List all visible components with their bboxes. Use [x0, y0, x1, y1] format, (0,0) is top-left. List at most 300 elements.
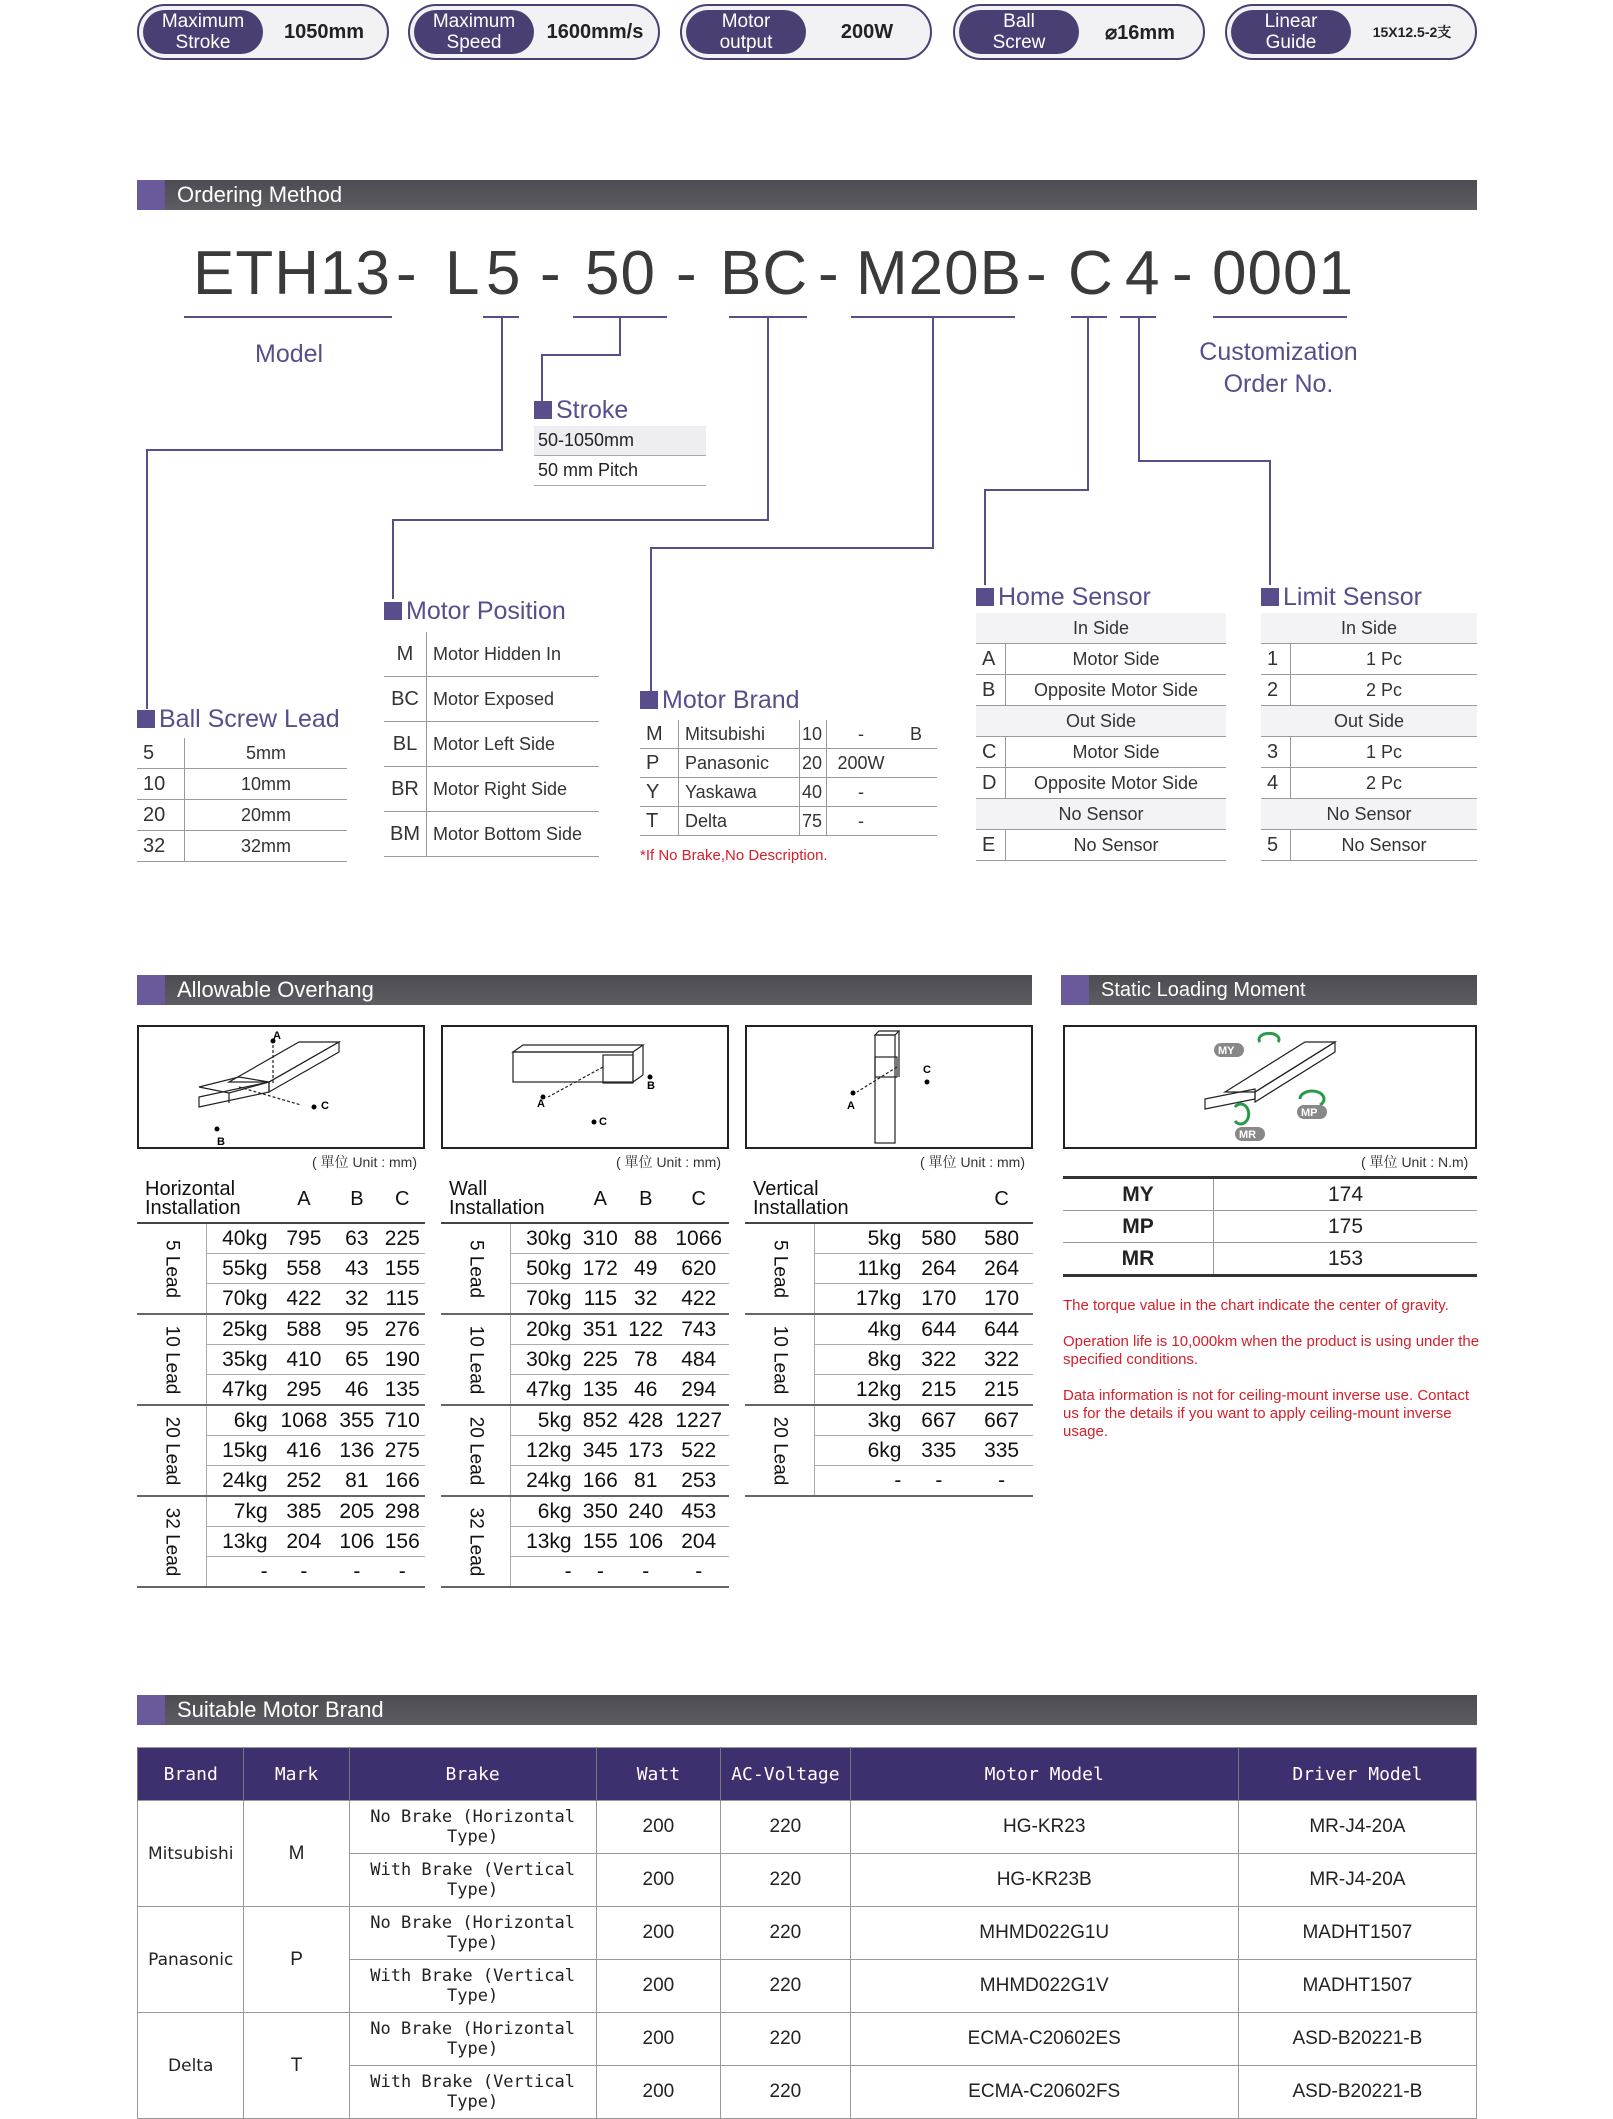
install-type: Vertical Installation: [745, 1176, 907, 1223]
install-type: Horizontal Installation: [137, 1176, 274, 1223]
home-sensor-table: [976, 613, 1226, 861]
brand-section-bar: [137, 1695, 1477, 1725]
static-note-2: Operation life is 10,000km when the product is using under the specified conditions.: [1063, 1333, 1480, 1368]
overhang-cell: 1227: [668, 1405, 729, 1436]
model-code-part: M20B: [856, 239, 1022, 308]
overhang-cell: 852: [578, 1405, 623, 1436]
motor-brand-row: [640, 778, 937, 807]
overhang-cell: 32: [623, 1284, 668, 1315]
brand-mark-cell: M: [244, 1801, 349, 1907]
overhang-cell: -: [380, 1557, 425, 1588]
brand-spec-cell: 220: [721, 2066, 850, 2119]
overhang-cell: 78: [623, 1345, 668, 1375]
overhang-header-row: [441, 1176, 729, 1223]
limit-sensor-section-head: [1261, 706, 1477, 737]
brand-code: T: [640, 807, 679, 836]
overhang-cell: 70kg: [510, 1284, 577, 1315]
home-sensor-title: Home Sensor: [976, 583, 1151, 612]
overhang-section-bar: [137, 975, 1032, 1005]
overhang-cell: 49: [623, 1254, 668, 1284]
brand-spec-cell: MADHT1507: [1238, 1907, 1476, 1960]
limit-sensor-code: 4: [1261, 768, 1291, 799]
overhang-cell: 275: [380, 1436, 425, 1466]
brand-mark-cell: T: [244, 2013, 349, 2119]
overhang-cell: 155: [380, 1254, 425, 1284]
overhang-cell: 453: [668, 1496, 729, 1527]
limit-sensor-row: [1261, 830, 1477, 861]
motor-position-code: BC: [384, 677, 427, 722]
horizontal-overhang-table: [137, 1176, 425, 1588]
overhang-cell: 70kg: [206, 1284, 273, 1315]
brand-spec-cell: ASD-B20221-B: [1238, 2066, 1476, 2119]
model-code-part: ETH13: [193, 239, 391, 308]
overhang-cell: 17kg: [814, 1284, 907, 1315]
lead-row: [137, 800, 347, 831]
overhang-cell: 1066: [668, 1223, 729, 1254]
model-code-part: -: [540, 239, 562, 308]
limit-sensor-row: [1261, 768, 1477, 799]
static-moment-table: [1063, 1176, 1477, 1277]
svg-text:B: B: [647, 1080, 655, 1092]
overhang-cell: 322: [907, 1345, 970, 1375]
lead-value: 10mm: [185, 769, 348, 800]
brand-spec-cell: With Brake (Vertical Type): [349, 1854, 596, 1907]
brand-table-header: [138, 1748, 1477, 1801]
brand-watt: -: [827, 720, 896, 749]
overhang-unit-1: ( 單位 Unit : mm): [312, 1154, 417, 1170]
overhang-header-row: [745, 1176, 1033, 1223]
static-note-1: The torque value in the chart indicate the center of gravity.: [1063, 1297, 1449, 1314]
overhang-cell: 63: [334, 1223, 379, 1254]
lead-group-label: [441, 1223, 510, 1314]
overhang-cell: 155: [578, 1527, 623, 1557]
svg-text:A: A: [847, 1100, 855, 1112]
motor-position-desc: Motor Exposed: [427, 677, 600, 722]
overhang-cell: 136: [334, 1436, 379, 1466]
overhang-title: Allowable Overhang: [177, 977, 374, 1002]
overhang-cell: 4kg: [814, 1314, 907, 1345]
home-sensor-row: [976, 644, 1226, 675]
overhang-cell: 264: [907, 1254, 970, 1284]
limit-sensor-code: 1: [1261, 644, 1291, 675]
home-sensor-code: A: [976, 644, 1006, 675]
overhang-cell: 322: [970, 1345, 1033, 1375]
overhang-cell: 47kg: [510, 1375, 577, 1406]
brand-spec-cell: HG-KR23B: [850, 1854, 1238, 1907]
overhang-cell: 298: [380, 1496, 425, 1527]
model-code-part: 50: [585, 239, 656, 308]
overhang-cell: 135: [380, 1375, 425, 1406]
vertical-install-diagram: [745, 1025, 1033, 1149]
overhang-cell: -: [510, 1557, 577, 1588]
overhang-cell: 40kg: [206, 1223, 273, 1254]
static-section-bar: [1061, 975, 1477, 1005]
overhang-cell: 11kg: [814, 1254, 907, 1284]
overhang-cell: 743: [668, 1314, 729, 1345]
brand-spec-cell: 220: [721, 1854, 850, 1907]
moment-type: MR: [1063, 1243, 1214, 1276]
brand-spec-row: [138, 1907, 1477, 1960]
overhang-cell: 310: [578, 1223, 623, 1254]
overhang-cell: 12kg: [510, 1436, 577, 1466]
brand-spec-cell: With Brake (Vertical Type): [349, 1960, 596, 2013]
motor-position-desc: Motor Hidden In: [427, 632, 600, 677]
overhang-cell: 122: [623, 1314, 668, 1345]
overhang-cell: 172: [578, 1254, 623, 1284]
spec-value: 1050mm: [283, 20, 365, 43]
overhang-cell: 95: [334, 1314, 379, 1345]
lead-group-text: 5 Lead: [161, 1239, 183, 1298]
overhang-cell: -: [623, 1557, 668, 1588]
overhang-cell: 252: [274, 1466, 335, 1497]
overhang-row: [137, 1405, 425, 1436]
overhang-cell: 15kg: [206, 1436, 273, 1466]
overhang-cell: 25kg: [206, 1314, 273, 1345]
model-code-part: BC: [720, 239, 809, 308]
overhang-cell: 428: [623, 1405, 668, 1436]
lead-group-label: [441, 1496, 510, 1587]
brand-spec-cell: 220: [721, 1907, 850, 1960]
overhang-cell: 667: [970, 1405, 1033, 1436]
overhang-cell: 35kg: [206, 1345, 273, 1375]
limit-sensor-code: 5: [1261, 830, 1291, 861]
overhang-cell: 215: [970, 1375, 1033, 1406]
spec-value: ⌀16mm: [1105, 21, 1175, 44]
brand-watt: -: [827, 807, 896, 836]
lead-row: [137, 769, 347, 800]
overhang-cell: 295: [274, 1375, 335, 1406]
lead-group-text: 5 Lead: [769, 1239, 791, 1298]
overhang-cell: 644: [970, 1314, 1033, 1345]
motor-brand-table: [640, 720, 937, 836]
brand-mark-cell: P: [244, 1907, 349, 2013]
overhang-cell: 12kg: [814, 1375, 907, 1406]
overhang-cell: 81: [334, 1466, 379, 1497]
spec-label: Maximum Speed: [414, 10, 534, 54]
home-sensor-section-label: No Sensor: [976, 799, 1226, 830]
overhang-row: [745, 1314, 1033, 1345]
home-sensor-desc: Opposite Motor Side: [1006, 768, 1227, 799]
model-code-part: C: [1068, 239, 1114, 308]
home-sensor-row: [976, 830, 1226, 861]
home-sensor-row: [976, 737, 1226, 768]
lead-group-label: [137, 1496, 206, 1587]
brand-name-cell: Panasonic: [138, 1907, 244, 2013]
lead-group-text: 20 Lead: [161, 1416, 183, 1485]
overhang-cell: 32: [334, 1284, 379, 1315]
overhang-cell: 6kg: [814, 1436, 907, 1466]
vertical-overhang-table: [745, 1176, 1033, 1497]
motor-position-desc: Motor Left Side: [427, 722, 600, 767]
overhang-cell: 30kg: [510, 1223, 577, 1254]
static-row: [1063, 1243, 1477, 1276]
lead-row: [137, 738, 347, 769]
brand-name: Delta: [679, 807, 800, 836]
overhang-row: [441, 1223, 729, 1254]
overhang-cell: 20kg: [510, 1314, 577, 1345]
spec-pill: [408, 4, 660, 60]
brand-name-cell: Mitsubishi: [138, 1801, 244, 1907]
home-sensor-section-label: In Side: [976, 613, 1226, 644]
overhang-row: [441, 1496, 729, 1527]
overhang-cell: 6kg: [510, 1496, 577, 1527]
overhang-cell: 170: [970, 1284, 1033, 1315]
overhang-row: [137, 1223, 425, 1254]
static-title: Static Loading Moment: [1101, 979, 1306, 1001]
overhang-cell: 190: [380, 1345, 425, 1375]
brand-spec-cell: 200: [596, 2013, 721, 2066]
overhang-cell: 5kg: [510, 1405, 577, 1436]
spec-value: 1600mm/s: [546, 20, 644, 43]
svg-text:A: A: [273, 1030, 281, 1042]
overhang-cell: 170: [907, 1284, 970, 1315]
limit-sensor-section-label: In Side: [1261, 613, 1477, 644]
motor-brand-row: [640, 720, 937, 749]
brand-brake: [895, 778, 937, 807]
brand-col-head: Motor Model: [850, 1748, 1238, 1801]
spec-label: Linear Guide: [1231, 10, 1351, 54]
overhang-col-head: A: [578, 1176, 623, 1223]
motor-brand-note: *If No Brake,No Description.: [640, 847, 828, 864]
motor-position-row: [384, 632, 599, 677]
install-type: Wall Installation: [441, 1176, 578, 1223]
limit-sensor-table: [1261, 613, 1477, 861]
model-label: Model: [255, 340, 324, 368]
svg-text:C: C: [321, 1100, 329, 1112]
brand-spec-cell: MHMD022G1V: [850, 1960, 1238, 2013]
static-note-3: Data information is not for ceiling-mount inverse use. Contact us for the details if you want to apply ceiling-mount inverse usage.: [1063, 1387, 1470, 1440]
overhang-cell: 47kg: [206, 1375, 273, 1406]
overhang-col-head: B: [623, 1176, 668, 1223]
brand-spec-cell: 220: [721, 2013, 850, 2066]
limit-sensor-desc: 1 Pc: [1291, 644, 1478, 675]
overhang-cell: 580: [907, 1223, 970, 1254]
brand-col-head: Watt: [596, 1748, 721, 1801]
overhang-col-head: B: [334, 1176, 379, 1223]
limit-sensor-section-head: [1261, 799, 1477, 830]
lead-table: [137, 738, 347, 862]
brand-spec-row: [138, 1801, 1477, 1854]
lead-title: Ball Screw Lead: [137, 705, 340, 734]
overhang-cell: 422: [274, 1284, 335, 1315]
svg-text:C: C: [923, 1064, 931, 1076]
overhang-cell: 240: [623, 1496, 668, 1527]
overhang-cell: 46: [623, 1375, 668, 1406]
custom-label: Customization Order No.: [1199, 338, 1358, 398]
ordering-title: Ordering Method: [177, 182, 343, 207]
overhang-cell: 558: [274, 1254, 335, 1284]
overhang-cell: -: [668, 1557, 729, 1588]
lead-group-text: 32 Lead: [465, 1507, 487, 1576]
brand-watt: -: [827, 778, 896, 807]
lead-group-label: [745, 1314, 814, 1405]
brand-col-head: Mark: [244, 1748, 349, 1801]
lead-group-text: 10 Lead: [769, 1325, 791, 1394]
brand-spec-cell: HG-KR23: [850, 1801, 1238, 1854]
home-sensor-code: C: [976, 737, 1006, 768]
overhang-cell: 620: [668, 1254, 729, 1284]
brand-spec-cell: 200: [596, 2066, 721, 2119]
model-code-part: -: [396, 239, 418, 308]
motor-position-code: BL: [384, 722, 427, 767]
model-code-part: -: [818, 239, 840, 308]
brand-name: Panasonic: [679, 749, 800, 778]
overhang-cell: 276: [380, 1314, 425, 1345]
motor-position-code: BM: [384, 812, 427, 857]
brand-watt-code: 40: [800, 778, 827, 807]
brand-code: P: [640, 749, 679, 778]
lead-code: 32: [137, 831, 185, 862]
motor-brand-spec-table: [137, 1747, 1477, 2119]
lead-code: 20: [137, 800, 185, 831]
motor-position-row: [384, 767, 599, 812]
brand-title: Suitable Motor Brand: [177, 1697, 384, 1722]
static-row: [1063, 1211, 1477, 1243]
model-code-part: L: [445, 239, 481, 308]
brand-spec-cell: MR-J4-20A: [1238, 1854, 1476, 1907]
limit-sensor-desc: 2 Pc: [1291, 768, 1478, 799]
lead-value: 5mm: [185, 738, 348, 769]
brand-name-cell: Delta: [138, 2013, 244, 2119]
brand-spec-cell: 200: [596, 1854, 721, 1907]
overhang-cell: 106: [623, 1527, 668, 1557]
model-code-part: -: [676, 239, 698, 308]
overhang-cell: 484: [668, 1345, 729, 1375]
overhang-cell: -: [578, 1557, 623, 1588]
overhang-row: [745, 1405, 1033, 1436]
overhang-cell: 204: [274, 1527, 335, 1557]
overhang-cell: 355: [334, 1405, 379, 1436]
lead-group-text: 5 Lead: [465, 1239, 487, 1298]
overhang-col-head: C: [380, 1176, 425, 1223]
lead-group-label: [137, 1223, 206, 1314]
brand-spec-cell: MADHT1507: [1238, 1960, 1476, 2013]
limit-sensor-row: [1261, 675, 1477, 706]
brand-spec-cell: With Brake (Vertical Type): [349, 2066, 596, 2119]
limit-sensor-desc: No Sensor: [1291, 830, 1478, 861]
overhang-cell: 115: [380, 1284, 425, 1315]
overhang-cell: 81: [623, 1466, 668, 1497]
spec-pill: [680, 4, 932, 60]
overhang-header-row: [137, 1176, 425, 1223]
overhang-col-head: A: [274, 1176, 335, 1223]
lead-group-text: 32 Lead: [161, 1507, 183, 1576]
overhang-cell: 55kg: [206, 1254, 273, 1284]
horizontal-install-diagram: [137, 1025, 425, 1149]
overhang-cell: 6kg: [206, 1405, 273, 1436]
motor-position-row: [384, 677, 599, 722]
overhang-cell: -: [274, 1557, 335, 1588]
motor-position-code: M: [384, 632, 427, 677]
spec-label: Maximum Stroke: [143, 10, 263, 54]
home-sensor-section-head: [976, 706, 1226, 737]
svg-text:B: B: [217, 1136, 225, 1147]
motor-brand-row: [640, 807, 937, 836]
overhang-cell: 416: [274, 1436, 335, 1466]
lead-group-label: [137, 1314, 206, 1405]
brand-spec-row: [138, 2013, 1477, 2066]
overhang-cell: 294: [668, 1375, 729, 1406]
overhang-cell: 644: [907, 1314, 970, 1345]
overhang-col-head: [907, 1176, 970, 1223]
brand-watt-code: 10: [800, 720, 827, 749]
brand-spec-cell: ASD-B20221-B: [1238, 2013, 1476, 2066]
home-sensor-desc: Opposite Motor Side: [1006, 675, 1227, 706]
lead-group-label: [137, 1405, 206, 1496]
overhang-cell: 115: [578, 1284, 623, 1315]
overhang-cell: 5kg: [814, 1223, 907, 1254]
brand-spec-cell: MHMD022G1U: [850, 1907, 1238, 1960]
brand-watt-code: 20: [800, 749, 827, 778]
overhang-row: [137, 1314, 425, 1345]
brand-spec-cell: ECMA-C20602ES: [850, 2013, 1238, 2066]
overhang-cell: 264: [970, 1254, 1033, 1284]
lead-row: [137, 831, 347, 862]
moment-value: 175: [1214, 1211, 1478, 1243]
home-sensor-row: [976, 768, 1226, 799]
overhang-row: [441, 1405, 729, 1436]
limit-sensor-section-label: Out Side: [1261, 706, 1477, 737]
lead-code: 10: [137, 769, 185, 800]
overhang-cell: 7kg: [206, 1496, 273, 1527]
moment-diagram: [1063, 1025, 1477, 1149]
overhang-cell: 166: [578, 1466, 623, 1497]
overhang-cell: 88: [623, 1223, 668, 1254]
spec-pill: [1225, 4, 1477, 60]
moment-value: 174: [1214, 1178, 1478, 1211]
limit-sensor-title: Limit Sensor: [1261, 583, 1422, 612]
overhang-cell: 1068: [274, 1405, 335, 1436]
motor-position-title: Motor Position: [384, 597, 566, 626]
motor-position-row: [384, 722, 599, 767]
brand-spec-cell: ECMA-C20602FS: [850, 2066, 1238, 2119]
svg-text:A: A: [537, 1098, 545, 1110]
overhang-cell: 8kg: [814, 1345, 907, 1375]
overhang-cell: 588: [274, 1314, 335, 1345]
static-row: [1063, 1178, 1477, 1211]
overhang-cell: 253: [668, 1466, 729, 1497]
overhang-cell: 422: [668, 1284, 729, 1315]
overhang-cell: 65: [334, 1345, 379, 1375]
brand-col-head: AC-Voltage: [721, 1748, 850, 1801]
overhang-cell: 580: [970, 1223, 1033, 1254]
brand-brake: B: [895, 720, 937, 749]
brand-code: M: [640, 720, 679, 749]
svg-text:MY: MY: [1218, 1045, 1235, 1057]
brand-brake: [895, 807, 937, 836]
home-sensor-row: [976, 675, 1226, 706]
overhang-cell: 350: [578, 1496, 623, 1527]
overhang-cell: 410: [274, 1345, 335, 1375]
overhang-col-head: C: [970, 1176, 1033, 1223]
brand-name: Mitsubishi: [679, 720, 800, 749]
overhang-cell: 335: [907, 1436, 970, 1466]
overhang-cell: 43: [334, 1254, 379, 1284]
motor-brand-row: [640, 749, 937, 778]
lead-value: 20mm: [185, 800, 348, 831]
limit-sensor-row: [1261, 737, 1477, 768]
limit-sensor-row: [1261, 644, 1477, 675]
model-code-part: -: [1172, 239, 1194, 308]
spec-pill: [953, 4, 1205, 60]
brand-spec-cell: 200: [596, 1801, 721, 1854]
limit-sensor-code: 2: [1261, 675, 1291, 706]
overhang-cell: 135: [578, 1375, 623, 1406]
overhang-col-head: C: [668, 1176, 729, 1223]
home-sensor-code: E: [976, 830, 1006, 861]
motor-position-desc: Motor Bottom Side: [427, 812, 600, 857]
limit-sensor-desc: 2 Pc: [1291, 675, 1478, 706]
